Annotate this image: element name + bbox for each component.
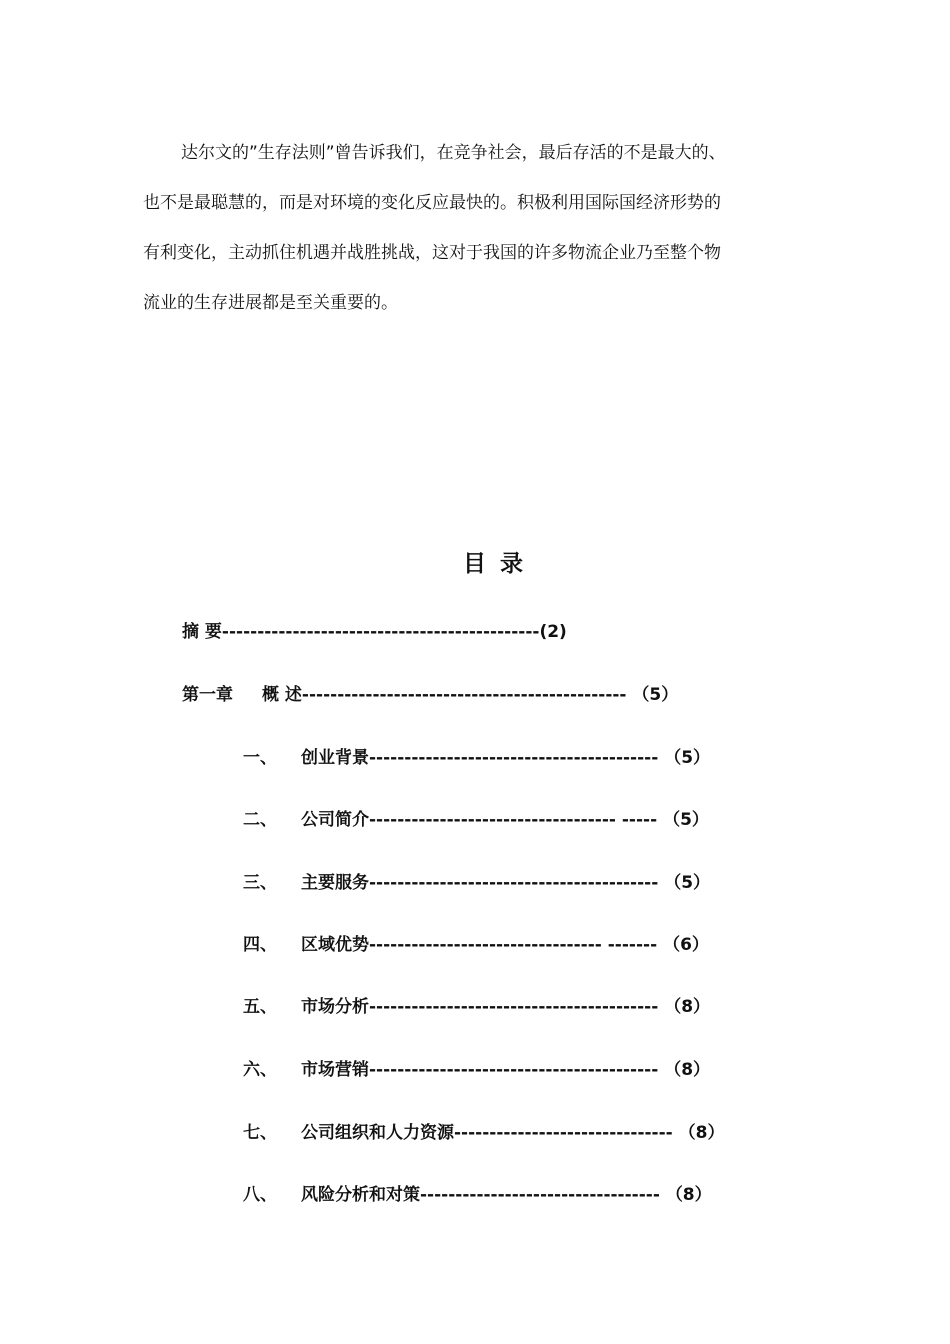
- toc-entry-page: （6）: [663, 935, 709, 955]
- toc-entry-number: 五、: [243, 997, 277, 1017]
- toc-entry-label: 市场营销: [301, 1060, 369, 1080]
- toc-entry-section-7[interactable]: [243, 1121, 725, 1145]
- toc-entry-page: （8）: [678, 1123, 725, 1143]
- toc-entry-leader: -----------------------------------------: [369, 873, 665, 893]
- toc-entry-leader: -----------------------------------------: [369, 1060, 665, 1080]
- toc-entry-page: （5）: [664, 873, 711, 893]
- toc-entry-label: 主要服务: [301, 873, 369, 893]
- toc-entry-label: 风险分析和对策: [301, 1185, 420, 1205]
- toc-entry-section-5[interactable]: [243, 995, 710, 1019]
- toc-entry-label: 区域优势: [301, 935, 369, 955]
- toc-entry-section-4[interactable]: [243, 933, 709, 957]
- toc-entry-label: 公司组织和人力资源: [301, 1123, 454, 1143]
- toc-entry-leader: -------------------------------: [454, 1123, 679, 1143]
- toc-entry-number: 第一章: [182, 685, 233, 705]
- toc-entry-abstract[interactable]: [182, 620, 567, 644]
- toc-entry-section-6[interactable]: [243, 1058, 710, 1082]
- toc-entry-leader: -----------------------------------------: [369, 748, 665, 768]
- intro-line: 有利变化，主动抓住机遇并战胜挑战，这对于我国的许多物流企业乃至整个物: [143, 243, 721, 263]
- toc-entry-page: （5）: [632, 685, 679, 705]
- toc-entry-label: 创业背景: [301, 748, 369, 768]
- toc-entry-number: 三、: [243, 873, 277, 893]
- toc-entry-section-3[interactable]: [243, 871, 710, 895]
- toc-entry-leader: ----------------------------------: [420, 1185, 666, 1205]
- toc-entry-number: 七、: [243, 1123, 277, 1143]
- toc-entry-leader: -----------------------------------------: [369, 997, 665, 1017]
- intro-line: 流业的生存进展都是至关重要的。: [143, 293, 398, 313]
- toc-entry-chapter-1[interactable]: [182, 683, 678, 707]
- toc-entry-label: 市场分析: [301, 997, 369, 1017]
- intro-line: 达尔文的”生存法则”曾告诉我们，在竞争社会，最后存活的不是最大的、: [181, 143, 726, 163]
- toc-entry-page: （8）: [664, 997, 711, 1017]
- toc-entry-section-1[interactable]: [243, 746, 710, 770]
- toc-entry-number: 二、: [243, 810, 277, 830]
- toc-entry-page: （8）: [664, 1060, 711, 1080]
- toc-entry-page: （8）: [665, 1185, 712, 1205]
- toc-entry-number: 一、: [243, 748, 277, 768]
- toc-entry-label: 摘 要: [182, 622, 222, 642]
- intro-line: 也不是最聪慧的，而是对环境的变化反应最快的。积极利用国际国经济形势的: [143, 193, 721, 213]
- toc-title: 目录: [463, 551, 537, 577]
- toc-entry-number: 四、: [243, 935, 277, 955]
- toc-entry-leader: ----------------------------------------------: [301, 685, 633, 705]
- toc-entry-section-8[interactable]: [243, 1183, 712, 1207]
- toc-entry-leader: ---------------------------------------------: [221, 622, 540, 642]
- toc-entry-label: 概 述: [262, 685, 302, 705]
- toc-entry-number: 六、: [243, 1060, 277, 1080]
- toc-entry-section-2[interactable]: [243, 808, 709, 832]
- toc-entry-label: 公司简介: [301, 810, 369, 830]
- toc-entry-page: (2): [539, 622, 567, 642]
- toc-entry-page: （5）: [663, 810, 709, 830]
- toc-entry-leader: --------------------------------- -------: [369, 935, 664, 955]
- toc-entry-leader: ----------------------------------- -----: [369, 810, 664, 830]
- toc-entry-page: （5）: [664, 748, 711, 768]
- toc-entry-number: 八、: [243, 1185, 277, 1205]
